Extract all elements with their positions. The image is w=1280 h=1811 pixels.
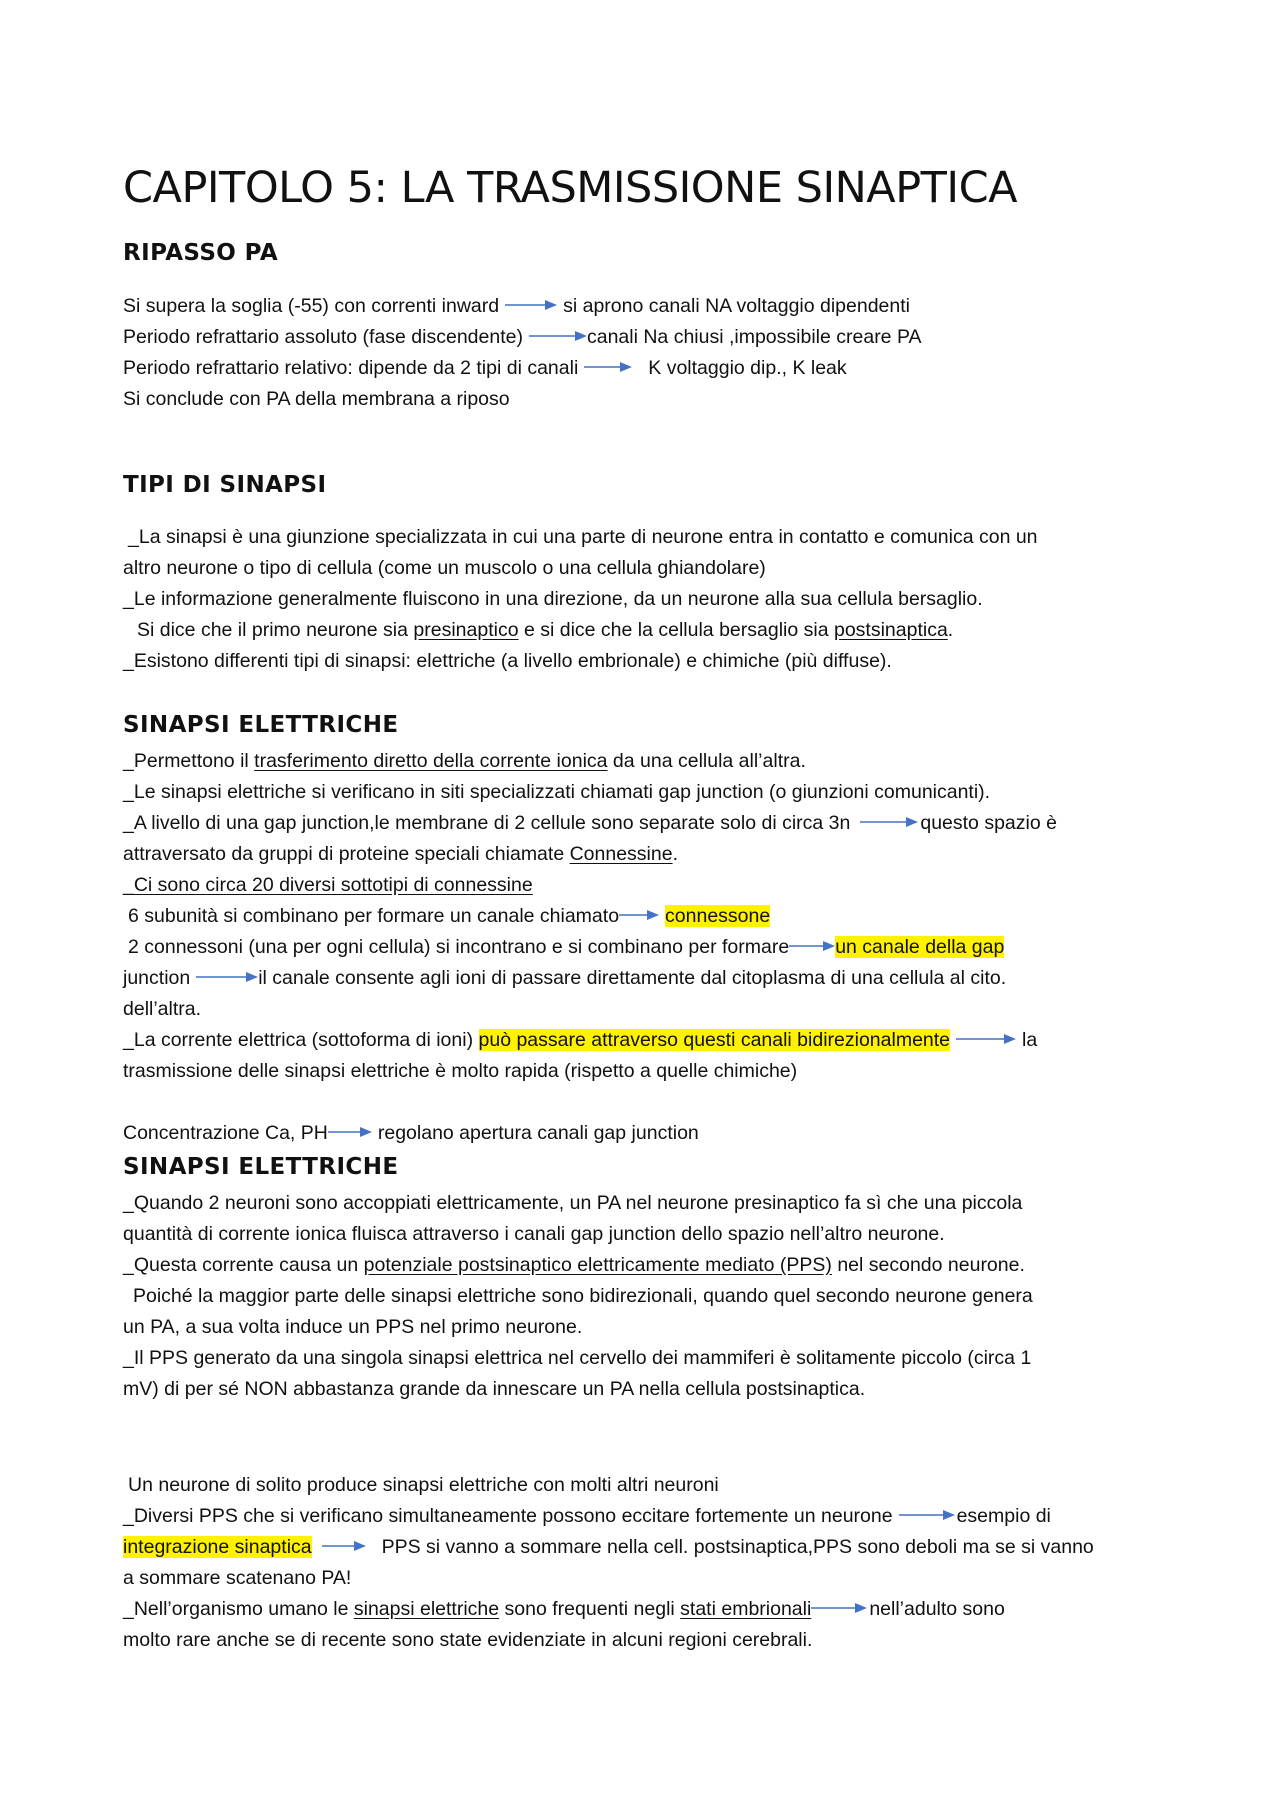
text-line: _Questa corrente causa un potenziale postsinaptico elettricamente mediato (PPS) nel secondo neurone. [123,1254,1025,1276]
heading-ripasso-pa: RIPASSO PA [123,240,279,266]
arrow-right-icon [196,972,258,982]
underlined-term: trasferimento diretto della corrente ionica [254,750,608,772]
highlighted-term: integrazione sinaptica [123,1536,312,1558]
text-line: _Ci sono circa 20 diversi sottotipi di connessine [123,874,533,896]
text-line: _Le sinapsi elettriche si verificano in siti specializzati chiamati gap junction (o giunzioni comunicanti). [123,781,991,803]
arrow-right-icon [619,910,659,920]
text-line: _La sinapsi è una giunzione specializzata in cui una parte di neurone entra in contatto e comunica con un [128,526,1038,548]
arrow-right-icon [811,1603,867,1613]
text-line: _Permettono il trasferimento diretto della corrente ionica da una cellula all’altra. [123,750,806,772]
text-line: Periodo refrattario assoluto (fase discendente) canali Na chiusi ,impossibile creare PA [123,326,922,348]
underlined-term: Connessine [569,843,673,865]
underlined-term: sinapsi elettriche [353,1598,500,1620]
text-line: attraversato da gruppi di proteine speciali chiamate Connessine. [123,843,678,865]
text-line: un PA, a sua volta induce un PPS nel primo neurone. [123,1316,583,1338]
text-line: a sommare scatenano PA! [123,1567,352,1589]
text-line: mV) di per sé NON abbastanza grande da innescare un PA nella cellula postsinaptica. [123,1378,866,1400]
arrow-right-icon [529,331,587,341]
text-line: _La corrente elettrica (sottoforma di ioni) può passare attraverso questi canali bidirezionalmente la [123,1029,1038,1051]
text-line: 6 subunità si combinano per formare un canale chiamato connessone [128,905,771,927]
heading-tipi-di-sinapsi: TIPI DI SINAPSI [123,472,327,498]
text-line: Periodo refrattario relativo: dipende da 2 tipi di canali K voltaggio dip., K leak [123,357,847,379]
arrow-right-icon [505,300,557,310]
underlined-term: postsinaptica [833,619,948,641]
arrow-right-icon [899,1510,955,1520]
text-line: _Quando 2 neuroni sono accoppiati elettricamente, un PA nel neurone presinaptico fa sì che una piccola [123,1192,1023,1214]
page-title: CAPITOLO 5: LA TRASMISSIONE SINAPTICA [123,163,1018,213]
text-line: _Esistono differenti tipi di sinapsi: elettriche (a livello embrionale) e chimiche (più diffuse). [123,650,892,672]
text-line: Poiché la maggior parte delle sinapsi elettriche sono bidirezionali, quando quel secondo neurone genera [133,1285,1033,1307]
text-line: Si dice che il primo neurone sia presinaptico e si dice che la cellula bersaglio sia postsinaptica. [137,619,954,641]
highlighted-term: connessone [665,905,771,927]
arrow-right-icon [322,1541,366,1551]
arrow-right-icon [789,941,835,951]
text-line: _Il PPS generato da una singola sinapsi elettrica nel cervello dei mammiferi è solitamente piccolo (circa 1 [123,1347,1032,1369]
text-line: junction il canale consente agli ioni di passare direttamente dal citoplasma di una cellula al cito. [123,967,1007,989]
text-line: Si supera la soglia (-55) con correnti inward si aprono canali NA voltaggio dipendenti [123,295,910,317]
text-line: _A livello di una gap junction,le membrane di 2 cellule sono separate solo di circa 3n questo spazio è [123,812,1057,834]
text-line: _Nell’organismo umano le sinapsi elettriche sono frequenti negli stati embrionali nell’adulto sono [123,1598,1005,1620]
text-line: _Diversi PPS che si verificano simultaneamente possono eccitare fortemente un neurone esempio di [123,1505,1051,1527]
text-line: altro neurone o tipo di cellula (come un muscolo o una cellula ghiandolare) [123,557,766,579]
text-line: quantità di corrente ionica fluisca attraverso i canali gap junction dello spazio nell’altro neurone. [123,1223,945,1245]
underlined-term: stati embrionali [680,1598,812,1620]
underlined-term: potenziale postsinaptico elettricamente mediato (PPS) [363,1254,832,1276]
arrow-right-icon [860,817,918,827]
arrow-right-icon [328,1127,372,1137]
text-line: molto rare anche se di recente sono state evidenziate in alcuni regioni cerebrali. [123,1629,813,1651]
highlighted-term: un canale della gap [835,936,1005,958]
arrow-right-icon [956,1034,1016,1044]
heading-sinapsi-elettriche: SINAPSI ELETTRICHE [123,712,399,738]
highlighted-term: può passare attraverso questi canali bidirezionalmente [478,1029,951,1051]
heading-sinapsi-elettriche-2: SINAPSI ELETTRICHE [123,1154,399,1180]
text-line: _Le informazione generalmente fluiscono in una direzione, da un neurone alla sua cellula bersaglio. [123,588,983,610]
text-line: Concentrazione Ca, PH regolano apertura canali gap junction [123,1122,699,1144]
text-line: Un neurone di solito produce sinapsi elettriche con molti altri neuroni [128,1474,719,1496]
text-line: dell’altra. [123,998,202,1020]
underlined-term: presinaptico [413,619,519,641]
arrow-right-icon [584,362,632,372]
text-line: trasmissione delle sinapsi elettriche è molto rapida (rispetto a quelle chimiche) [123,1060,798,1082]
text-line: 2 connessoni (una per ogni cellula) si incontrano e si combinano per formare un canale della gap [128,936,1005,958]
text-line: integrazione sinaptica PPS si vanno a sommare nella cell. postsinaptica,PPS sono deboli ma se si vanno [123,1536,1094,1558]
text-line: Si conclude con PA della membrana a riposo [123,388,510,410]
